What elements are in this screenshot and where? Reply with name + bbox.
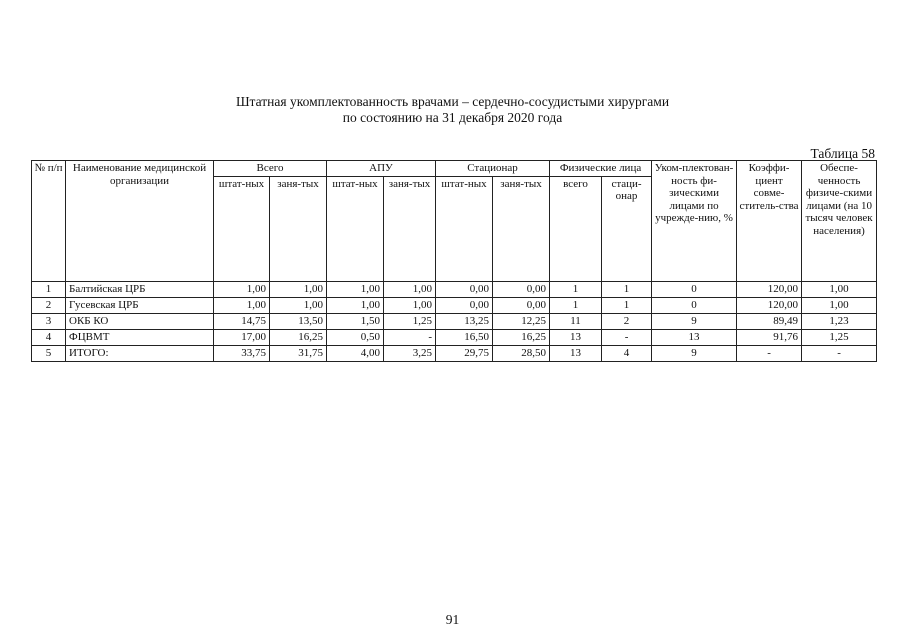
document-title bbox=[0, 94, 905, 126]
cell-apu-staff: 1,50 bbox=[327, 313, 384, 329]
cell-total-occupied: 31,75 bbox=[270, 345, 327, 361]
cell-coef: 120,00 bbox=[737, 281, 802, 297]
cell-coef: 89,49 bbox=[737, 313, 802, 329]
cell-total-staff: 1,00 bbox=[214, 297, 270, 313]
cell-name: ОКБ КО bbox=[66, 313, 214, 329]
cell-total-staff: 1,00 bbox=[214, 281, 270, 297]
cell-physical-stationary: 2 bbox=[602, 313, 652, 329]
header-apu-staff: штат-ных bbox=[327, 176, 384, 281]
cell-apu-occupied: 1,00 bbox=[384, 281, 436, 297]
cell-physical-stationary: - bbox=[602, 329, 652, 345]
cell-apu-staff: 1,00 bbox=[327, 281, 384, 297]
header-row-1 bbox=[32, 161, 877, 177]
cell-coef: 91,76 bbox=[737, 329, 802, 345]
table-row bbox=[32, 329, 877, 345]
header-apu-occupied: заня-тых bbox=[384, 176, 436, 281]
cell-physical-stationary: 1 bbox=[602, 281, 652, 297]
cell-hospital-staff: 0,00 bbox=[436, 297, 493, 313]
table-label: Таблица 58 bbox=[810, 146, 875, 161]
header-physical-stationary: стаци-онар bbox=[602, 176, 652, 281]
header-total-occupied: заня-тых bbox=[270, 176, 327, 281]
cell-total-occupied: 1,00 bbox=[270, 281, 327, 297]
cell-name: ФЦВМТ bbox=[66, 329, 214, 345]
cell-physical-all: 13 bbox=[550, 345, 602, 361]
cell-total-staff: 14,75 bbox=[214, 313, 270, 329]
header-physical-all: всего bbox=[550, 176, 602, 281]
header-apu: АПУ bbox=[327, 161, 436, 177]
cell-physical-all: 11 bbox=[550, 313, 602, 329]
cell-physical-all: 1 bbox=[550, 281, 602, 297]
cell-staffing: 13 bbox=[652, 329, 737, 345]
cell-total-staff: 33,75 bbox=[214, 345, 270, 361]
cell-coef: - bbox=[737, 345, 802, 361]
cell-hospital-occupied: 28,50 bbox=[493, 345, 550, 361]
cell-hospital-staff: 16,50 bbox=[436, 329, 493, 345]
cell-apu-occupied: - bbox=[384, 329, 436, 345]
cell-hospital-staff: 29,75 bbox=[436, 345, 493, 361]
header-no: № п/п bbox=[32, 161, 66, 282]
cell-no: 3 bbox=[32, 313, 66, 329]
cell-no: 2 bbox=[32, 297, 66, 313]
cell-hospital-occupied: 12,25 bbox=[493, 313, 550, 329]
cell-hospital-staff: 13,25 bbox=[436, 313, 493, 329]
cell-name: Гусевская ЦРБ bbox=[66, 297, 214, 313]
cell-no: 5 bbox=[32, 345, 66, 361]
cell-apu-occupied: 1,00 bbox=[384, 297, 436, 313]
cell-no: 1 bbox=[32, 281, 66, 297]
page-number: 91 bbox=[445, 612, 460, 627]
cell-total-staff: 17,00 bbox=[214, 329, 270, 345]
cell-physical-stationary: 1 bbox=[602, 297, 652, 313]
cell-apu-occupied: 1,25 bbox=[384, 313, 436, 329]
cell-apu-staff: 0,50 bbox=[327, 329, 384, 345]
cell-staffing: 0 bbox=[652, 297, 737, 313]
cell-provision: - bbox=[802, 345, 877, 361]
cell-hospital-occupied: 0,00 bbox=[493, 297, 550, 313]
cell-coef: 120,00 bbox=[737, 297, 802, 313]
cell-staffing: 0 bbox=[652, 281, 737, 297]
cell-physical-stationary: 4 bbox=[602, 345, 652, 361]
header-hospital-occupied: заня-тых bbox=[493, 176, 550, 281]
cell-staffing: 9 bbox=[652, 345, 737, 361]
header-staffing: Уком-плектован-ность фи-зическими лицами по учрежде-нию, % bbox=[652, 161, 737, 282]
staffing-table bbox=[31, 160, 877, 362]
cell-apu-staff: 4,00 bbox=[327, 345, 384, 361]
header-hospital-staff: штат-ных bbox=[436, 176, 493, 281]
table-row bbox=[32, 281, 877, 297]
cell-apu-occupied: 3,25 bbox=[384, 345, 436, 361]
cell-provision: 1,25 bbox=[802, 329, 877, 345]
cell-hospital-occupied: 0,00 bbox=[493, 281, 550, 297]
cell-staffing: 9 bbox=[652, 313, 737, 329]
header-hospital: Стационар bbox=[436, 161, 550, 177]
header-name: Наименование медицинской организации bbox=[66, 161, 214, 282]
cell-provision: 1,00 bbox=[802, 281, 877, 297]
cell-total-occupied: 1,00 bbox=[270, 297, 327, 313]
cell-physical-all: 1 bbox=[550, 297, 602, 313]
title-line-2: по состоянию на 31 декабря 2020 года bbox=[342, 110, 563, 125]
header-total: Всего bbox=[214, 161, 327, 177]
header-physical: Физические лица bbox=[550, 161, 652, 177]
cell-hospital-staff: 0,00 bbox=[436, 281, 493, 297]
header-coef: Коэффи-циент совме-ститель-ства bbox=[737, 161, 802, 282]
cell-provision: 1,00 bbox=[802, 297, 877, 313]
header-total-staff: штат-ных bbox=[214, 176, 270, 281]
cell-name: ИТОГО: bbox=[66, 345, 214, 361]
table-row bbox=[32, 313, 877, 329]
table-row-total bbox=[32, 345, 877, 361]
cell-provision: 1,23 bbox=[802, 313, 877, 329]
title-line-1: Штатная укомплектованность врачами – сердечно-сосудистыми хирургами bbox=[235, 94, 670, 109]
cell-hospital-occupied: 16,25 bbox=[493, 329, 550, 345]
table-row bbox=[32, 297, 877, 313]
cell-total-occupied: 16,25 bbox=[270, 329, 327, 345]
cell-apu-staff: 1,00 bbox=[327, 297, 384, 313]
cell-no: 4 bbox=[32, 329, 66, 345]
cell-total-occupied: 13,50 bbox=[270, 313, 327, 329]
cell-name: Балтийская ЦРБ bbox=[66, 281, 214, 297]
cell-physical-all: 13 bbox=[550, 329, 602, 345]
header-provision: Обеспе-ченность физиче-скими лицами (на 10 тысяч человек населения) bbox=[802, 161, 877, 282]
